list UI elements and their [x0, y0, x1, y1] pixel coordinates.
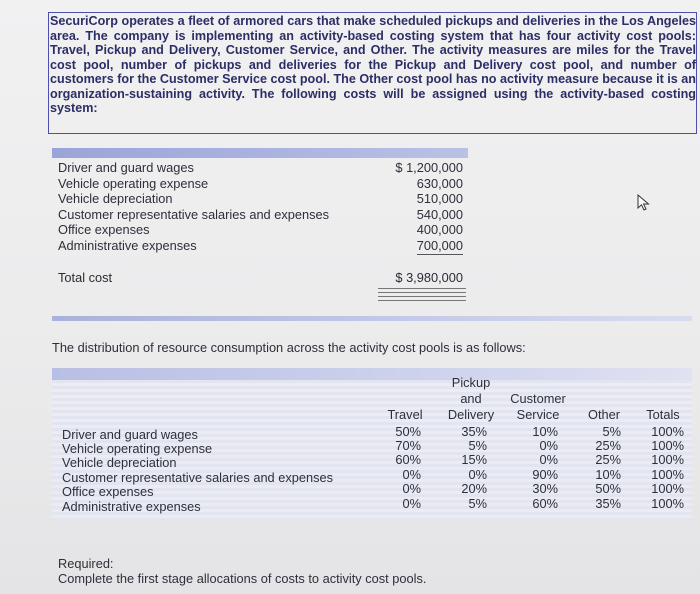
distribution-cell: 0% [402, 467, 421, 482]
problem-intro: SecuriCorp operates a fleet of armored cars that make scheduled pickups and deliveries in the Los Angeles area. The company is implementing an activity-based costing system that has four activity cost pools: Travel, Pickup and Delivery, Customer Service, and Other. The activity measures are miles for the Travel cost pool, number of pickups and deliveries for the Pickup and Delivery cost pool, and number of customers for the Customer Service cost pool. The Other cost pool has no activity measure because it is an organization-sustaining activity. The following costs will be assigned using the activity-based costing system: [50, 14, 696, 115]
distribution-cell: 25% [595, 452, 621, 467]
distribution-cell: 5% [468, 438, 487, 453]
distribution-intro: The distribution of resource consumption across the activity cost pools is as follows: [52, 340, 526, 355]
distribution-cell: 0% [539, 452, 558, 467]
cost-amount: 400,000 [416, 222, 463, 238]
header-pickup-1: Pickup [451, 375, 491, 390]
distribution-cell: 50% [595, 481, 621, 496]
cost-label: Customer representative salaries and expenses [58, 206, 330, 222]
cost-label: Office expenses [58, 222, 150, 238]
cost-amount: 700,000 [416, 237, 463, 253]
distribution-cell: 70% [395, 438, 421, 453]
distribution-cell: 60% [395, 452, 421, 467]
distribution-cell: 25% [595, 438, 621, 453]
required-text: Complete the first stage allocations of costs to activity cost pools. [58, 571, 427, 586]
distribution-cell: 100% [651, 438, 684, 453]
cost-row [58, 207, 468, 223]
distribution-row-label: Vehicle operating expense [62, 441, 213, 456]
distribution-cell: 5% [602, 424, 621, 439]
header-travel: Travel [387, 407, 423, 422]
distribution-cell: 35% [461, 424, 487, 439]
distribution-cell: 100% [651, 496, 684, 511]
total-amount: $ 3,980,000 [395, 270, 463, 285]
distribution-cell: 100% [651, 452, 684, 467]
table-header-band [52, 148, 468, 158]
distribution-cell: 100% [651, 467, 684, 482]
cost-label: Vehicle depreciation [58, 191, 173, 207]
cost-row [58, 222, 468, 238]
header-totals: Totals [646, 407, 680, 422]
distribution-cell: 30% [532, 481, 558, 496]
cost-amount: 630,000 [416, 175, 463, 191]
cost-amount: 510,000 [416, 191, 463, 207]
total-double-underline [378, 288, 466, 293]
cost-row [58, 238, 468, 254]
distribution-cell: 35% [595, 496, 621, 511]
cost-row [58, 176, 468, 192]
mouse-pointer-icon [636, 194, 652, 212]
header-other: Other [587, 407, 620, 422]
distribution-row-label: Driver and guard wages [62, 427, 198, 442]
cost-label: Vehicle operating expense [58, 175, 209, 191]
required-section [58, 556, 426, 586]
distribution-cell: 15% [461, 452, 487, 467]
distribution-cell: 50% [395, 424, 421, 439]
distribution-cell: 90% [532, 467, 558, 482]
cost-amount: $ 1,200,000 [395, 160, 463, 175]
distribution-cell: 0% [468, 467, 487, 482]
cost-table [58, 160, 468, 254]
distribution-cell: 100% [651, 481, 684, 496]
distribution-row-label: Office expenses [62, 484, 154, 499]
distribution-row-label: Administrative expenses [62, 499, 201, 514]
distribution-cell: 0% [402, 481, 421, 496]
distribution-header-band [52, 368, 692, 380]
cost-label: Administrative expenses [58, 237, 197, 253]
cost-row [58, 160, 468, 176]
distribution-cell: 20% [461, 481, 487, 496]
cost-amount: 540,000 [416, 206, 463, 222]
cost-label: Driver and guard wages [58, 160, 194, 175]
header-pickup-3: Delivery [447, 407, 495, 422]
header-customer-2: Service [516, 407, 560, 422]
header-pickup-2: and [460, 391, 482, 406]
distribution-cell: 60% [532, 496, 558, 511]
required-title: Required: [58, 556, 114, 571]
distribution-cell: 100% [651, 424, 684, 439]
header-customer-1: Customer [510, 391, 566, 406]
total-row [58, 270, 468, 286]
distribution-cell: 10% [595, 467, 621, 482]
cost-row [58, 191, 468, 207]
section-separator [52, 316, 692, 321]
distribution-cell: 10% [532, 424, 558, 439]
distribution-row-label: Vehicle depreciation [62, 455, 177, 470]
distribution-cell: 0% [539, 438, 558, 453]
distribution-cell: 5% [468, 496, 487, 511]
distribution-cell: 0% [402, 496, 421, 511]
total-label: Total cost [58, 270, 113, 285]
distribution-row-label: Customer representative salaries and expenses [62, 470, 334, 485]
total-double-underline [378, 296, 466, 301]
